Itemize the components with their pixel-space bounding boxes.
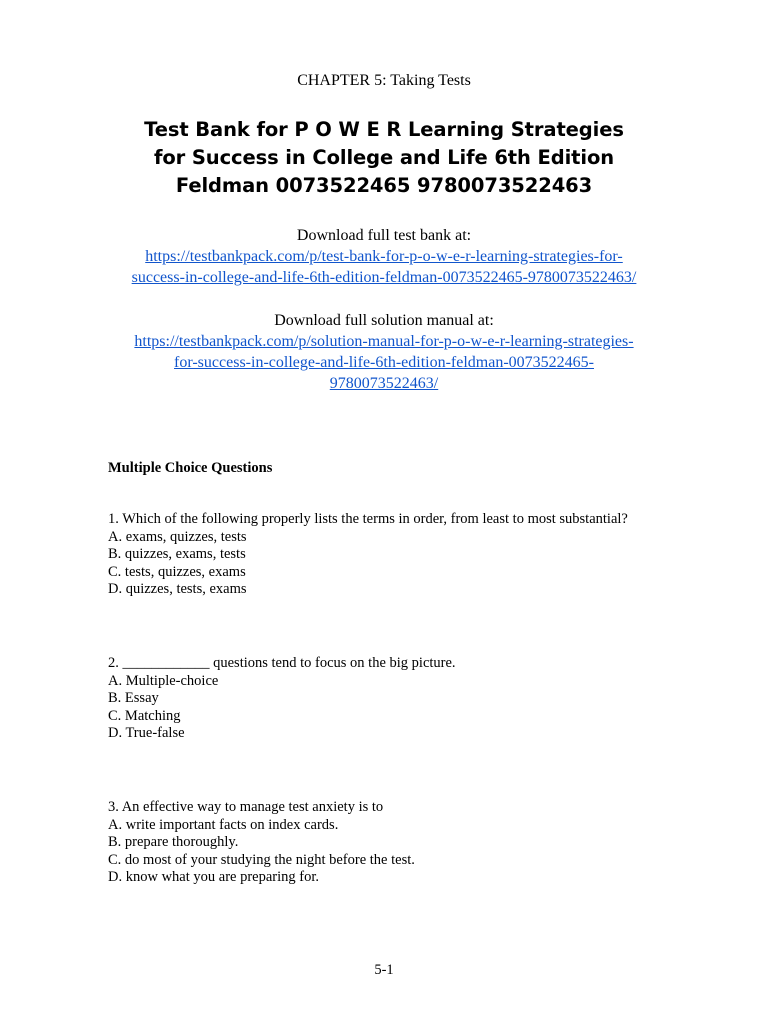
- answer-option: A. Multiple-choice: [108, 672, 219, 689]
- answer-option: C. Matching: [108, 707, 181, 724]
- answer-option: D. quizzes, tests, exams: [108, 581, 247, 598]
- answer-option: C. do most of your studying the night before the test.: [108, 851, 415, 868]
- test-bank-link-line[interactable]: https://testbankpack.com/p/test-bank-for-p-o-w-e-r-learning-strategies-for-: [145, 248, 623, 265]
- test-bank-link-line[interactable]: success-in-college-and-life-6th-edition-feldman-0073522465-9780073522463/: [131, 269, 637, 286]
- title-line: Feldman 0073522465 9780073522463: [175, 174, 593, 197]
- solution-manual-link-line[interactable]: https://testbankpack.com/p/solution-manual-for-p-o-w-e-r-learning-strategies-: [134, 333, 634, 350]
- answer-option: B. quizzes, exams, tests: [108, 546, 246, 563]
- test-bank-label: Download full test bank at:: [296, 227, 472, 244]
- page-number: 5-1: [374, 962, 394, 978]
- answer-option: A. exams, quizzes, tests: [108, 528, 247, 545]
- test-bank-download: [90, 225, 678, 288]
- answer-option: B. Essay: [108, 690, 159, 707]
- test-bank-link[interactable]: [90, 246, 678, 288]
- question-prompt: 2. ____________ questions tend to focus on the big picture.: [108, 655, 456, 671]
- question-2: [108, 655, 708, 743]
- answer-option: B. prepare thoroughly.: [108, 834, 239, 851]
- title-line: for Success in College and Life 6th Edition: [153, 146, 615, 169]
- title-line: Test Bank for P O W E R Learning Strategies: [144, 118, 624, 141]
- solution-manual-label: Download full solution manual at:: [274, 312, 494, 329]
- answer-option: D. True-false: [108, 725, 185, 742]
- solution-manual-link-line[interactable]: for-success-in-college-and-life-6th-edition-feldman-0073522465-: [174, 354, 594, 371]
- question-1: [108, 511, 708, 599]
- answer-option: A. write important facts on index cards.: [108, 816, 339, 833]
- section-heading: Multiple Choice Questions: [108, 460, 273, 476]
- document-title: [120, 116, 648, 200]
- answer-option: C. tests, quizzes, exams: [108, 563, 246, 580]
- solution-manual-download: [90, 310, 678, 394]
- chapter-heading: CHAPTER 5: Taking Tests: [297, 72, 471, 89]
- solution-manual-link[interactable]: [90, 331, 678, 394]
- question-prompt: 1. Which of the following properly lists the terms in order, from least to most substantial?: [108, 511, 628, 527]
- answer-option: D. know what you are preparing for.: [108, 869, 319, 886]
- solution-manual-link-line[interactable]: 9780073522463/: [329, 375, 439, 392]
- question-3: [108, 799, 708, 887]
- question-prompt: 3. An effective way to manage test anxiety is to: [108, 799, 384, 815]
